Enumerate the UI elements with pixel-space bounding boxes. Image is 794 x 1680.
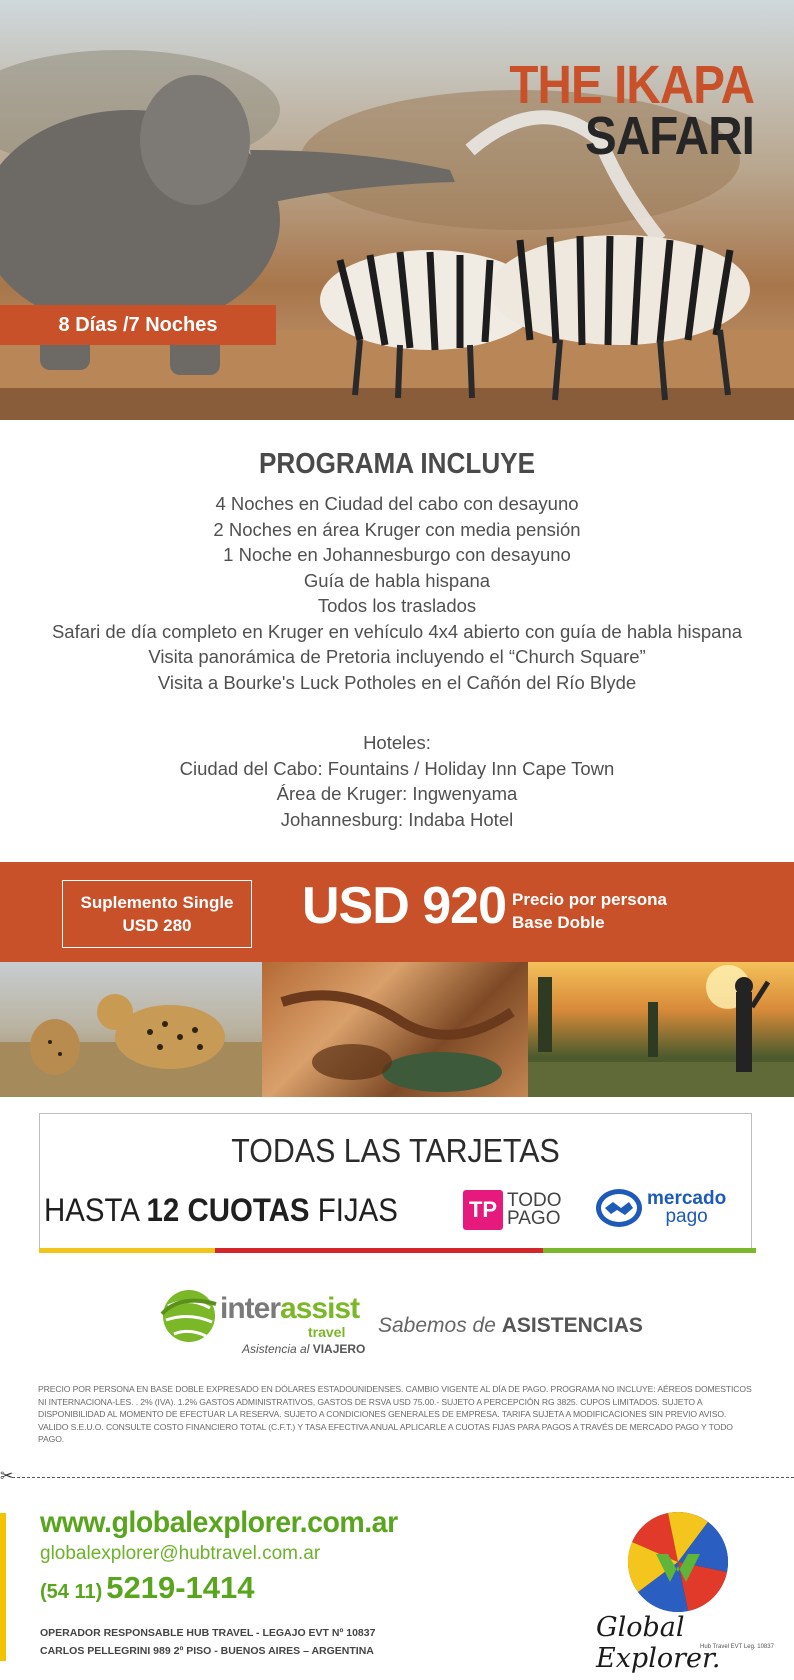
phone-number[interactable] bbox=[40, 1570, 255, 1606]
pretoria-photo bbox=[528, 962, 794, 1097]
interassist-tagline bbox=[242, 1342, 365, 1356]
disclaimer-text: PRECIO POR PERSONA EN BASE DOBLE EXPRESADO EN DÓLARES ESTADOUNIDENSES. CAMBIO VIGENTE AL DÍA DE PAGO. PROGRAMA NO INCLUYE: AÉREOS DOMESTICOS NI INTERNACIONA-LES. . 2% (IVA). 1.2% GASTOS ADMINISTRATIVOS, GASTOS DE RSVA USD 75.00.- SUJETO A PERCEPCIÓN RG 3825. CUPOS LIMITADOS. SUJETO A DISPONIBILIDAD AL MOMENTO DE EFECTUAR LA RESERVA. SUJETO A CONDICIONES GENERALES DE EMPRESA. TARIFA SUJETA A MODIFICACIONES SIN PREVIO AVISO. VALIDO S.E.U.O. CONSULTE COSTO FINANCIERO TOTAL (C.F.T.) Y TASA EFECTIVA ANUAL APLICARLE A CUOTAS FIJAS PARA PAGOS A TRAVÉS DE MERCADO PAGO Y TODO PAGO. bbox=[38, 1384, 752, 1444]
cuotas-bold: 12 CUOTAS bbox=[146, 1192, 310, 1228]
footer-accent-bar bbox=[0, 1513, 6, 1661]
interassist-name-a: inter bbox=[220, 1292, 281, 1325]
brand-subtext: Hub Travel EVT Leg. 10837 bbox=[700, 1644, 774, 1650]
single-supplement-label: Suplemento Single bbox=[80, 893, 234, 912]
hero-banner bbox=[0, 0, 794, 420]
todopago-line1: TODO bbox=[507, 1190, 562, 1211]
cuotas-post: FIJAS bbox=[309, 1192, 398, 1228]
hotels-heading: Hoteles: bbox=[363, 732, 431, 753]
payment-title: TODAS LAS TARJETAS bbox=[231, 1132, 560, 1169]
mercadopago-logo bbox=[595, 1188, 726, 1228]
interassist-tag-pre: Asistencia al bbox=[242, 1342, 313, 1356]
cut-line bbox=[12, 1477, 794, 1478]
price-bar bbox=[0, 862, 794, 962]
todopago-icon: TP bbox=[463, 1190, 503, 1230]
payment-box bbox=[39, 1113, 752, 1250]
cuotas-pre: HASTA bbox=[44, 1192, 147, 1228]
color-bar-green bbox=[543, 1248, 756, 1253]
program-item: Safari de día completo en Kruger en vehículo 4x4 abierto con guía de habla hispana bbox=[51, 620, 743, 642]
mercadopago-line2: pago bbox=[665, 1206, 708, 1227]
canyon-photo bbox=[262, 962, 528, 1097]
todopago-logo bbox=[463, 1190, 562, 1230]
single-supplement-box bbox=[62, 880, 252, 948]
globe-icon bbox=[160, 1286, 218, 1346]
program-item: Visita panorámica de Pretoria incluyendo el “Church Square” bbox=[148, 646, 646, 667]
hotel-item: Johannesburg: Indaba Hotel bbox=[280, 808, 514, 830]
hotels-section bbox=[0, 730, 794, 832]
cuotas-text bbox=[44, 1192, 398, 1229]
phone-prefix: (54 11) bbox=[40, 1581, 103, 1603]
interassist-name bbox=[220, 1292, 359, 1326]
price-note-line2: Base Doble bbox=[512, 913, 605, 932]
operator-line2: CARLOS PELLEGRINI 989 2º PISO - BUENOS AIRES – ARGENTINA bbox=[40, 1645, 374, 1657]
photo-strip bbox=[0, 962, 794, 1097]
price-note bbox=[512, 888, 667, 934]
interassist-travel: travel bbox=[308, 1324, 346, 1340]
interassist-tag-bold: VIAJERO bbox=[312, 1342, 366, 1356]
hero-title-line2: SAFARI bbox=[585, 106, 754, 167]
operator-line1: OPERADOR RESPONSABLE HUB TRAVEL - LEGAJO EVT Nº 10837 bbox=[40, 1627, 376, 1639]
hero-title bbox=[476, 55, 754, 167]
cheetah-photo bbox=[0, 962, 262, 1097]
mercadopago-line1: mercado bbox=[647, 1188, 727, 1209]
handshake-icon bbox=[595, 1188, 643, 1228]
interassist-slogan bbox=[378, 1314, 643, 1338]
program-heading: PROGRAMA INCLUYE bbox=[259, 448, 535, 480]
program-section bbox=[0, 448, 794, 695]
slogan-pre: Sabemos de bbox=[378, 1314, 502, 1337]
color-bar-red bbox=[215, 1248, 543, 1253]
hotel-item: Ciudad del Cabo: Fountains / Holiday Inn Cape Town bbox=[179, 757, 615, 779]
interassist-name-b: assist bbox=[280, 1292, 360, 1325]
duration-badge: 8 Días /7 Noches bbox=[0, 305, 276, 345]
program-item: Visita a Bourke's Luck Potholes en el Cañón del Río Blyde bbox=[157, 671, 637, 693]
phone-digits: 5219-1414 bbox=[106, 1570, 255, 1605]
email-link[interactable]: globalexplorer@hubtravel.com.ar bbox=[40, 1543, 321, 1564]
color-bar-yellow bbox=[39, 1248, 215, 1253]
main-price: USD 920 bbox=[302, 877, 506, 935]
program-item: Todos los traslados bbox=[317, 595, 477, 616]
color-bar bbox=[39, 1248, 756, 1253]
slogan-bold: ASISTENCIAS bbox=[501, 1314, 643, 1337]
hotel-item: Área de Kruger: Ingwenyama bbox=[276, 783, 518, 804]
program-item: 2 Noches en área Kruger con media pensión bbox=[213, 518, 581, 540]
program-list bbox=[0, 491, 794, 695]
hero-title-line1: THE IKAPA bbox=[509, 55, 754, 115]
program-item: Guía de habla hispana bbox=[303, 569, 491, 591]
brand-signature: Global Explorer. bbox=[596, 1612, 721, 1674]
program-item: 4 Noches en Ciudad del cabo con desayuno bbox=[215, 493, 579, 514]
price-note-line1: Precio por persona bbox=[512, 890, 667, 909]
program-item: 1 Noche en Johannesburgo con desayuno bbox=[223, 544, 571, 565]
interassist-section bbox=[160, 1286, 680, 1361]
single-supplement-value: USD 280 bbox=[122, 916, 192, 935]
todopago-line2: PAGO bbox=[507, 1208, 561, 1229]
scissors-icon: ✂ bbox=[0, 1468, 14, 1485]
website-link[interactable]: www.globalexplorer.com.ar bbox=[40, 1506, 398, 1539]
